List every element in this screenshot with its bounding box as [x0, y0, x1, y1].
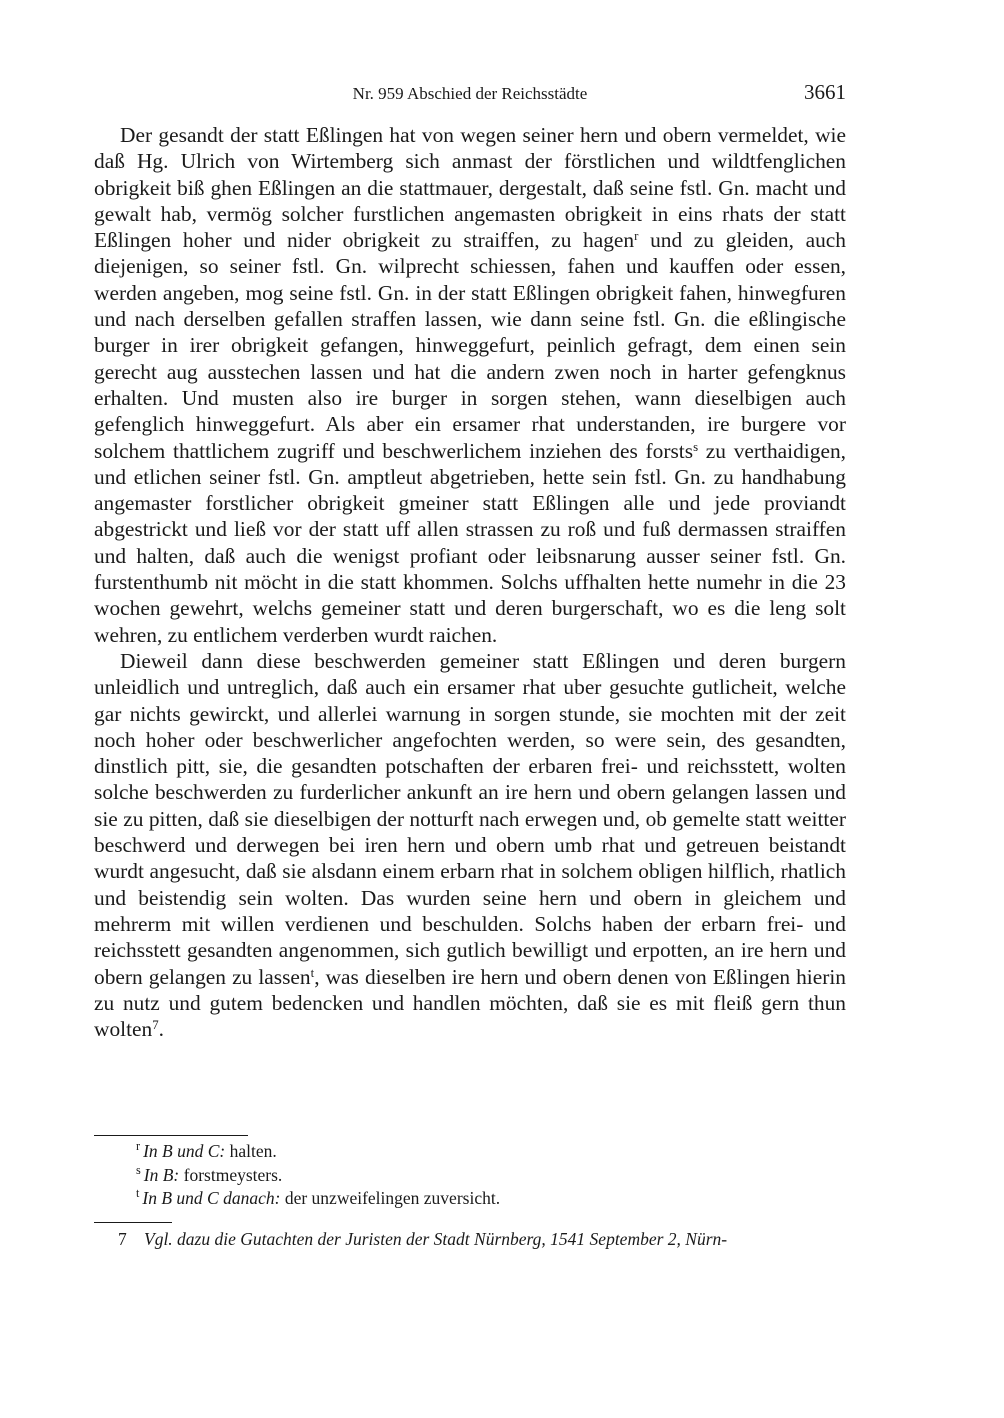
page-number: 3661	[804, 80, 846, 104]
note-marker: r	[136, 1139, 141, 1154]
textual-note	[94, 1140, 846, 1164]
footnote-marker: r	[634, 229, 639, 244]
editorial-note-divider	[94, 1222, 172, 1223]
note-source: In B und C:	[143, 1141, 226, 1161]
paragraph	[94, 648, 846, 1042]
textual-note	[94, 1187, 846, 1211]
note-marker: t	[136, 1186, 140, 1201]
paragraph-text: Dieweil dann diese beschwerden gemeiner statt Eßlingen und deren burgern unleidlich und untreglich, daß auch ein ersamer rhat uber gesuchte gutlicheit, welche gar nichts gewirckt, und allerlei warnung in sorgen stunde, sie mochten mit der zeit noch hoher oder beschwerlicher angefochten werden, so were sein, des gesandten, dinstlich pitt, sie, die gesandten potschaften der erbaren frei- und reichsstett, wolten solche beschwerden zu furderlicher ankunft an ire hern und obern gelangen lassen und sie zu pitten, daß sie dieselbigen der notturft nach erwegen und, ob gemelte statt weitter beschwerd und derwegen bei iren hern und obern umb rhat und getreuen beistandt wurdt angesucht, daß sie alsdann einem erbarn rhat in solchem obligen hilflich, rhatlich und beistendig sein wolten. Das wurden seine hern und obern in gleichem und mehrerm mit willen verdienen und beschulden. Solchs haben der erbarn frei- und reichsstett gesandten angenommen, sich gutlich bewilligt und erpotten, an ire hern und obern gelangen zu lassen	[94, 648, 846, 989]
running-header	[94, 80, 846, 108]
paragraph	[94, 122, 846, 648]
footnote-marker: t	[310, 965, 315, 980]
paragraph-text: .	[158, 1017, 164, 1042]
textual-note	[94, 1164, 846, 1188]
paragraph-text: zu verthaidigen, und etlichen seiner fstl. Gn. amptleut abgetrieben, hette sein fstl. Gn. zu handhabung angemaster forstlicher obrigkeit gmeiner statt Eßlingen alle und jede proviandt abgestrickt und ließ vor der statt uff allen strassen zu roß und fuß dermassen straiffen und halten, daß auch die wenigst profiant oder leibsnarung ausser seiner fstl. Gn. furstenthumb nit möcht in die statt khommen. Solchs uffhalten hette numehr in die 23 wochen gewehrt, welchs gemeiner statt und deren burgerschaft, wo es die leng solt wehren, zu entlichem verderben wurdt raichen.	[94, 438, 846, 647]
main-text	[94, 122, 846, 1042]
paragraph-text: , was dieselben ire hern und obern denen von Eßlingen hierin zu nutz und gutem bedencken und handlen möchten, daß sie es mit fleiß gern thun wolten	[94, 964, 846, 1042]
editorial-note	[118, 1227, 846, 1251]
footnote-marker: s	[693, 439, 699, 454]
footnote-marker: 7	[152, 1018, 159, 1033]
textual-notes	[94, 1140, 846, 1211]
note-text: halten.	[225, 1141, 277, 1161]
editorial-note-text: Vgl. dazu die Gutachten der Juristen der Stadt Nürnberg, 1541 September 2, Nürn-	[144, 1229, 728, 1249]
paragraph-text: und zu gleiden, auch diejenigen, so seiner fstl. Gn. wilprecht schiessen, fahen und kauffen oder essen, werden angeben, mog seine fstl. Gn. in der statt Eßlingen obrigkeit fahen, hinwegfuren und nach derselben gefallen straffen lassen, wie dann seine fstl. Gn. die eßlingische burger in irer obrigkeit gefangen, hinweggefurt, peinlich gefragt, dem einen sein gerecht aug ausstechen lassen und hat die andern zwen noch in harter gefengknus erhalten. Und musten also ire burger in sorgen stehen, wann dieselbigen auch gefenglich hinweggefurt. Als aber ein ersamer rhat understanden, ire burgere vor solchem thattlichem zugriff und beschwerlichem inziehen des forsts	[94, 228, 846, 463]
note-source: In B und C danach:	[142, 1188, 281, 1208]
note-text: forstmeysters.	[179, 1164, 283, 1185]
footnote-divider	[94, 1135, 248, 1136]
running-title: Nr. 959 Abschied der Reichsstädte	[352, 84, 588, 103]
note-text: der unzweifelingen zuversicht.	[280, 1188, 501, 1208]
editorial-note-number: 7	[118, 1229, 127, 1249]
note-marker: s	[136, 1162, 141, 1177]
note-source: In B:	[143, 1164, 180, 1185]
paragraph-text: Der gesandt der statt Eßlingen hat von wegen seiner hern und obern vermeldet, wie daß Hg. Ulrich von Wirtemberg sich anmast der förstlichen und wildtfenglichen obrigkeit biß ghen Eßlingen an die stattmauer, dergestalt, daß seine fstl. Gn. macht und gewalt hab, vermög solcher furstlichen angemasten obrigkeit in eins rhats der statt Eßlingen hoher und nider obrigkeit zu straiffen, zu hagen	[94, 123, 846, 253]
